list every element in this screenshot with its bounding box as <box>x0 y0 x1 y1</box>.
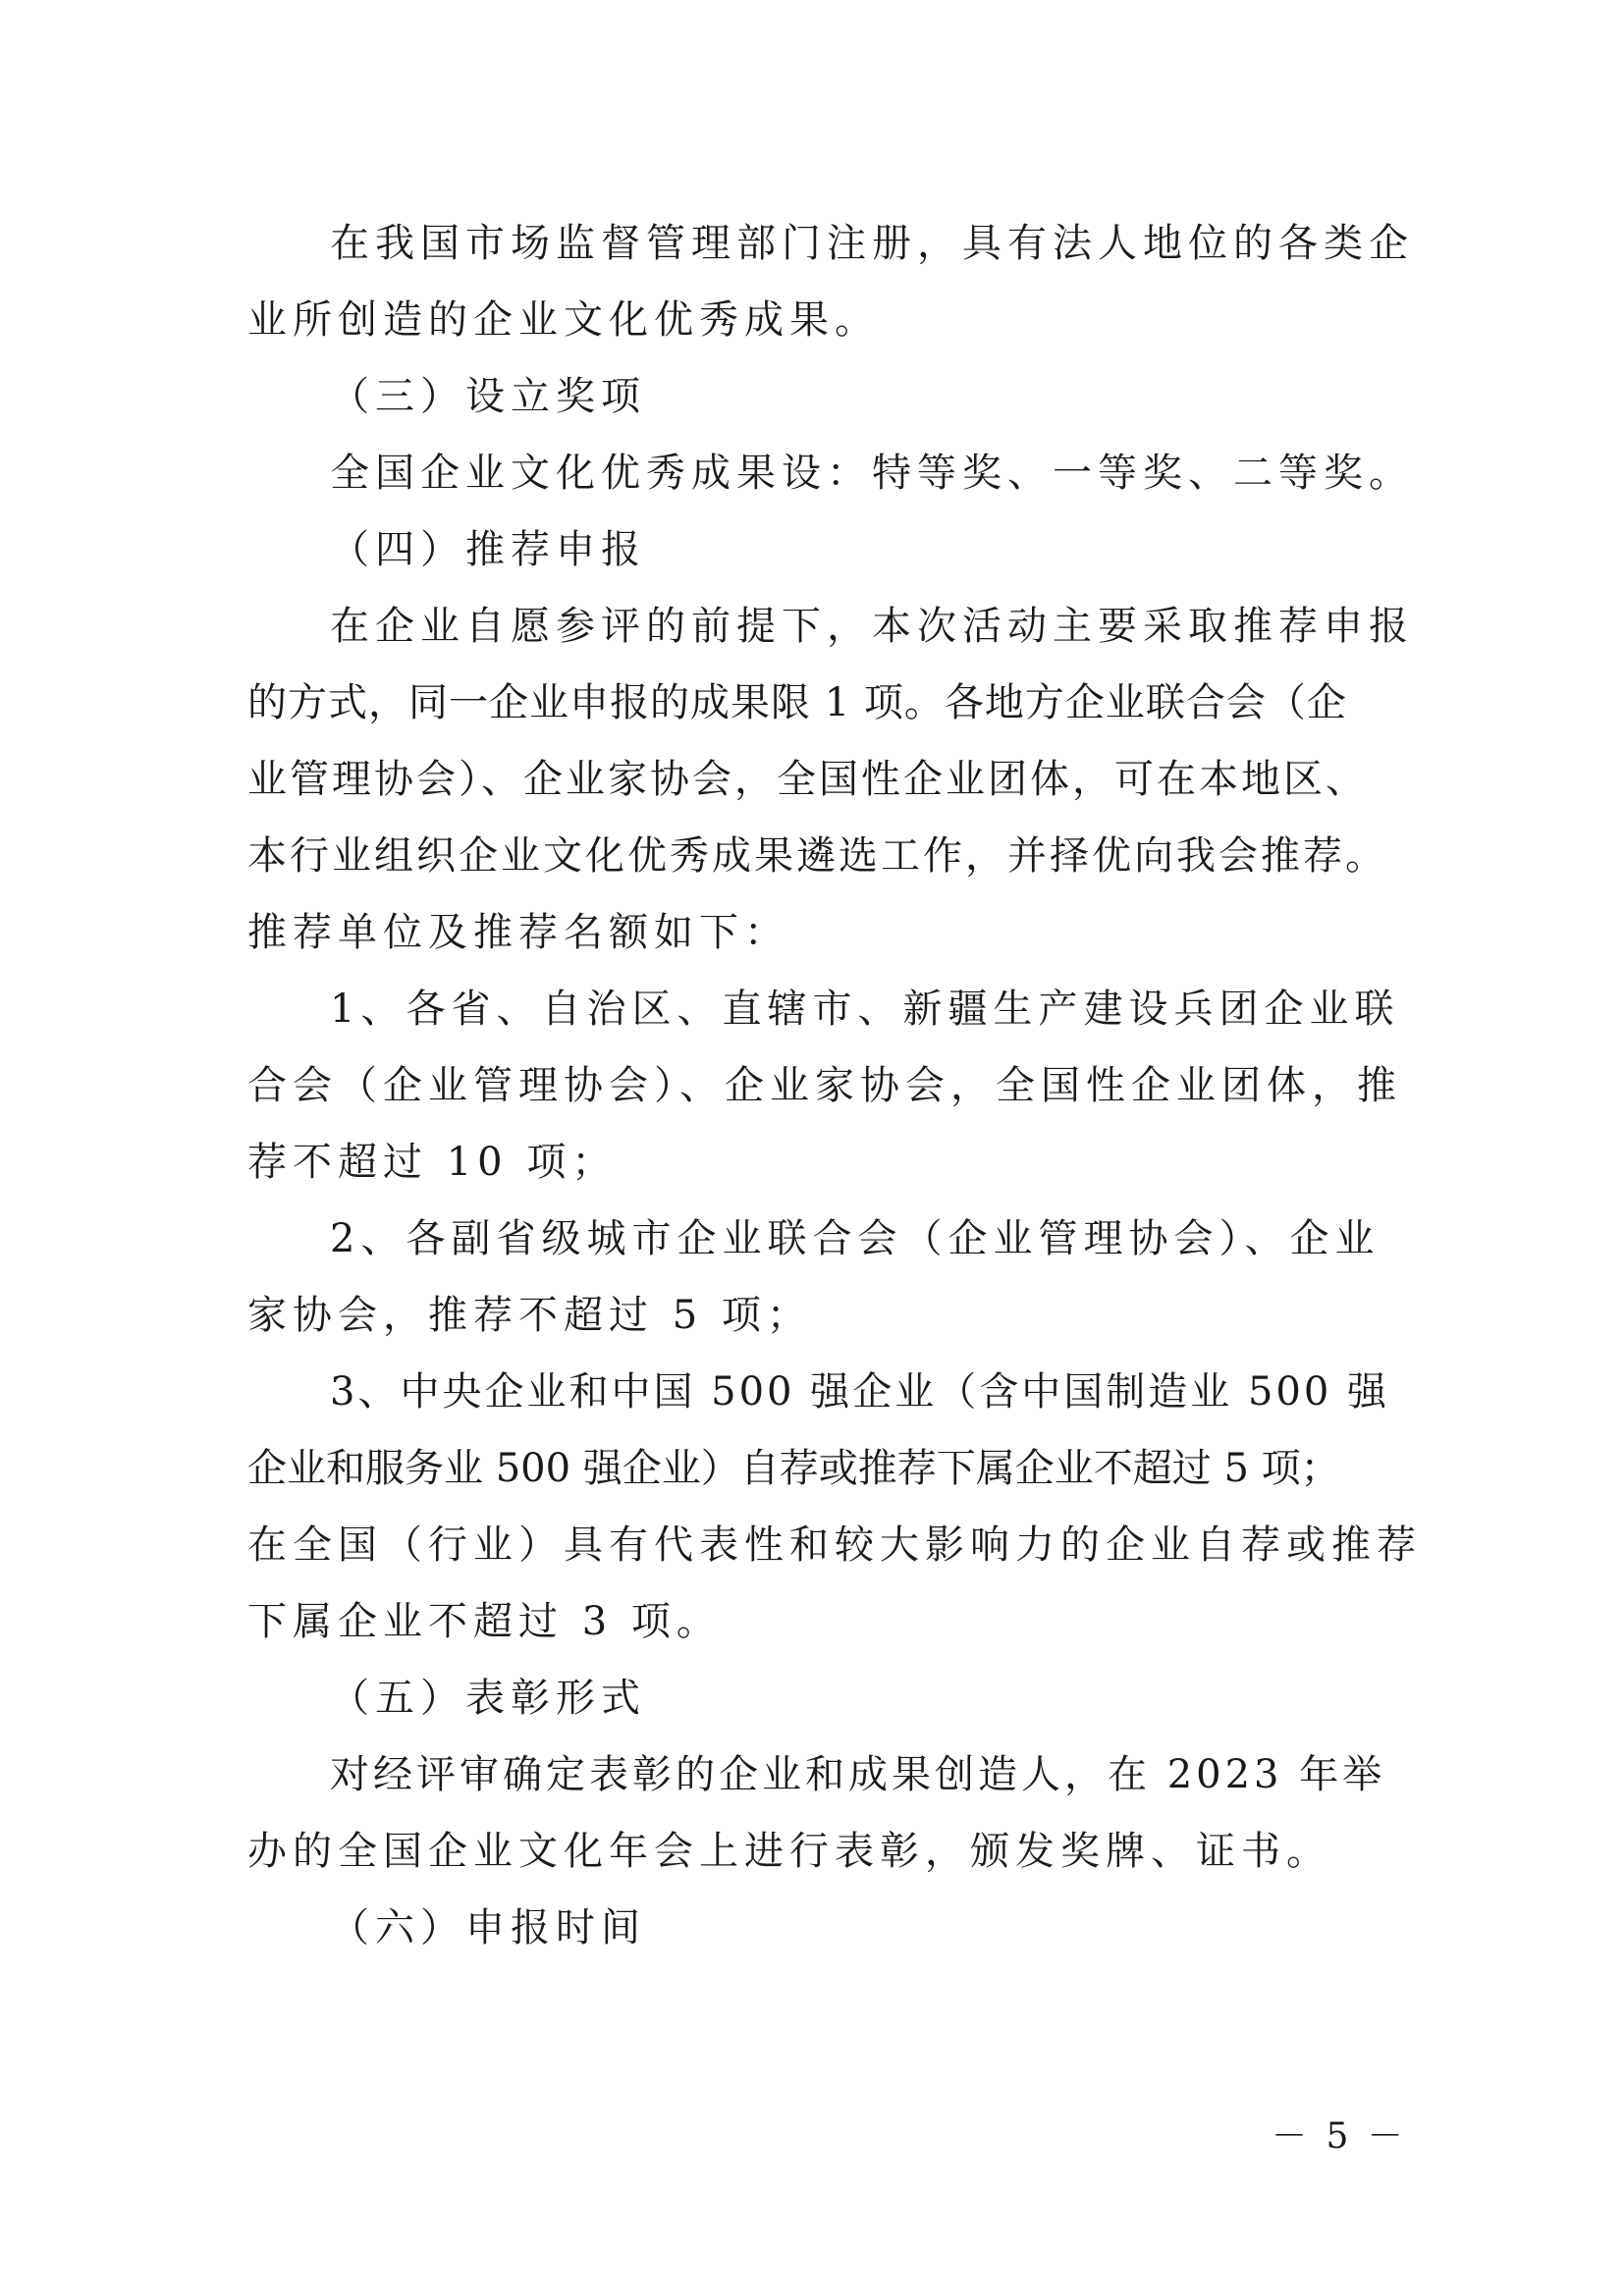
list-item-line: 家协会，推荐不超过 5 项； <box>247 1293 812 1338</box>
list-item-line: 企业和服务业 500 强企业）自荐或推荐下属企业不超过 5 项； <box>247 1446 1340 1491</box>
paragraph-line: 的方式，同一企业申报的成果限 1 项。各地方企业联合会（企 <box>247 680 1347 725</box>
section-heading-6: （六）申报时间 <box>330 1905 646 1950</box>
list-item-line: 荐不超过 10 项； <box>247 1140 618 1185</box>
paragraph-line: 本行业组织企业文化优秀成果遴选工作，并择优向我会推荐。 <box>247 833 1387 879</box>
section-heading-4: （四）推荐申报 <box>330 527 646 572</box>
paragraph-line: 全国企业文化优秀成果设：特等奖、一等奖、二等奖。 <box>330 451 1414 496</box>
paragraph-line: 对经评审确定表彰的企业和成果创造人，在 2023 年举 <box>330 1752 1386 1797</box>
paragraph-line: 在我国市场监督管理部门注册，具有法人地位的各类企 <box>330 221 1414 266</box>
page-number: － 5 － <box>1272 2116 1407 2157</box>
list-item-line: 在全国（行业）具有代表性和较大影响力的企业自荐或推荐 <box>247 1522 1422 1568</box>
paragraph-line: 推荐单位及推荐名额如下： <box>247 910 789 955</box>
list-item-line: 1、各省、自治区、直辖市、新疆生产建设兵团企业联 <box>330 987 1400 1032</box>
paragraph-line: 业管理协会）、企业家协会，全国性企业团体，可在本地区、 <box>247 757 1368 802</box>
paragraph-line: 办的全国企业文化年会上进行表彰，颁发奖牌、证书。 <box>247 1829 1331 1874</box>
section-heading-3: （三）设立奖项 <box>330 374 646 419</box>
list-item-line: 3、中央企业和中国 500 强企业（含中国制造业 500 强 <box>330 1369 1390 1415</box>
list-item-line: 下属企业不超过 3 项。 <box>247 1599 722 1644</box>
list-item-line: 合会（企业管理协会）、企业家协会，全国性企业团体，推 <box>247 1063 1402 1108</box>
paragraph-line: 在企业自愿参评的前提下，本次活动主要采取推荐申报 <box>330 604 1414 649</box>
section-heading-5: （五）表彰形式 <box>330 1676 646 1721</box>
list-item-line: 2、各副省级城市企业联合会（企业管理协会）、企业 <box>330 1216 1380 1261</box>
paragraph-line: 业所创造的企业文化优秀成果。 <box>247 297 880 343</box>
